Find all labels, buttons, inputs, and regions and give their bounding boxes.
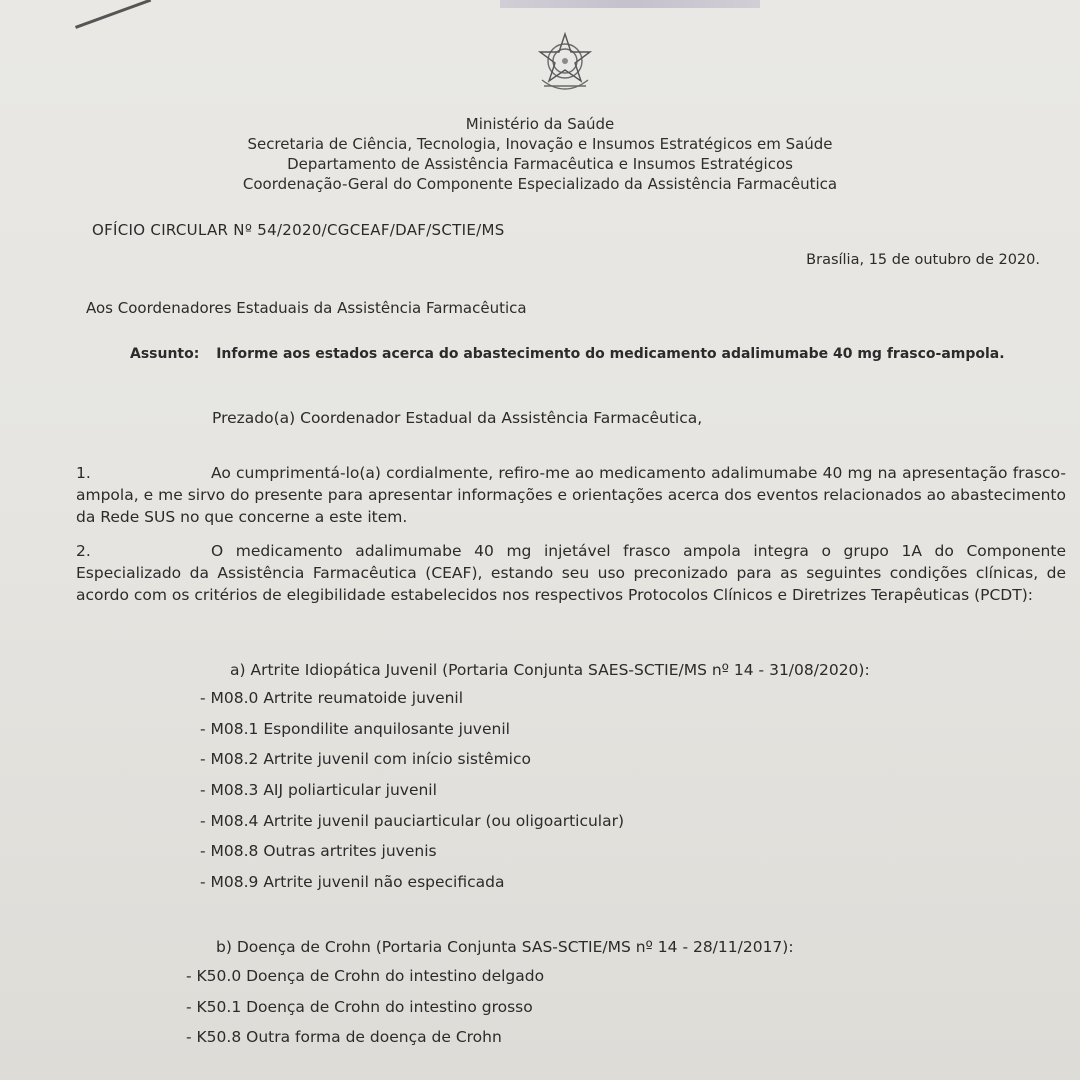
- pen-stroke-mark: [75, 0, 151, 29]
- recipient-line: Aos Coordenadores Estaduais da Assistência Farmacêutica: [86, 299, 527, 317]
- list-crohn-cid: [186, 961, 544, 1053]
- list-item: - M08.2 Artrite juvenil com início sistêmico: [200, 750, 531, 769]
- subject-text: Informe aos estados acerca do abastecimento do medicamento adalimumabe 40 mg frasco-ampola.: [216, 346, 1005, 362]
- department-name: Departamento de Assistência Farmacêutica e Insumos Estratégicos: [287, 155, 793, 173]
- list-item: - M08.1 Espondilite anquilosante juvenil: [200, 719, 510, 738]
- oficio-number: OFÍCIO CIRCULAR Nº 54/2020/CGCEAF/DAF/SCTIE/MS: [92, 221, 505, 239]
- subject-label: Assunto:: [130, 346, 200, 362]
- list-item: - M08.0 Artrite reumatoide juvenil: [200, 689, 464, 707]
- list-item: - K50.1 Doença de Crohn do intestino grosso: [186, 997, 533, 1016]
- letterhead: [0, 114, 1080, 194]
- top-stamp-strip: [500, 0, 760, 8]
- subject-line: [130, 346, 1005, 362]
- paragraph-2: [76, 540, 1066, 606]
- list-item: - M08.9 Artrite juvenil não especificada: [200, 873, 505, 892]
- coordination-name: Coordenação-Geral do Componente Especializado da Assistência Farmacêutica: [242, 175, 838, 193]
- paragraph-text: Ao cumprimentá-lo(a) cordialmente, refiro-me ao medicamento adalimumabe 40 mg na apresentação frasco-ampola, e me sirvo do presente para apresentar informações e orientações acerca dos eventos relacionados ao abastecimento da Rede SUS no que concerne a este item.: [76, 464, 1066, 526]
- coat-of-arms-emblem-icon: [530, 28, 600, 98]
- greeting: Prezado(a) Coordenador Estadual da Assistência Farmacêutica,: [212, 409, 703, 427]
- secretariat-name: Secretaria de Ciência, Tecnologia, Inovação e Insumos Estratégicos em Saúde: [247, 135, 833, 153]
- list-artrite-cid: [200, 683, 624, 898]
- list-item: - K50.0 Doença de Crohn do intestino delgado: [186, 967, 545, 985]
- paragraph-text: O medicamento adalimumabe 40 mg injetável frasco ampola integra o grupo 1A do Componente Especializado da Assistência Farmacêutica (CEAF), estando seu uso preconizado para as seguintes condições clínicas, de acordo com os critérios de elegibilidade estabelecidos nos respectivos Protocolos Clínicos e Diretrizes Terapêuticas (PCDT):: [76, 542, 1066, 604]
- list-item: - K50.8 Outra forma de doença de Crohn: [186, 1028, 502, 1047]
- list-item: - M08.3 AIJ poliarticular juvenil: [200, 781, 437, 800]
- list-item: - M08.4 Artrite juvenil pauciarticular (ou oligoarticular): [200, 811, 625, 830]
- paragraph-number: 1.: [76, 464, 91, 482]
- document-date: Brasília, 15 de outubro de 2020.: [806, 252, 1040, 268]
- ministry-name: Ministério da Saúde: [465, 115, 615, 133]
- section-title-crohn: b) Doença de Crohn (Portaria Conjunta SAS-SCTIE/MS nº 14 - 28/11/2017):: [216, 938, 794, 956]
- paragraph-1: [76, 462, 1066, 528]
- section-title-artrite: a) Artrite Idiopática Juvenil (Portaria Conjunta SAES-SCTIE/MS nº 14 - 31/08/2020):: [230, 661, 870, 679]
- paragraph-number: 2.: [76, 542, 91, 560]
- list-item: - M08.8 Outras artrites juvenis: [200, 842, 437, 861]
